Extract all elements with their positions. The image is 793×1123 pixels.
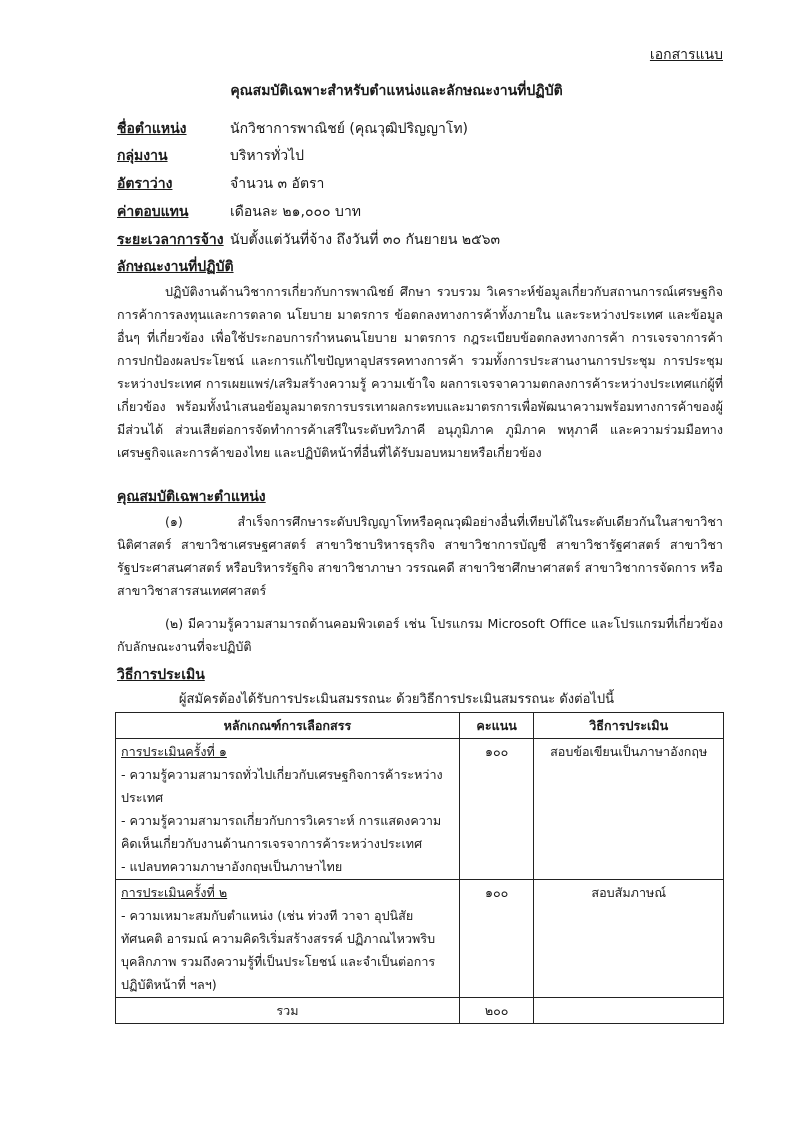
document-title: คุณสมบัติเฉพาะสำหรับตำแหน่งและลักษณะงานที่ปฏิบัติ — [230, 83, 563, 99]
field-vacancy-value: จำนวน ๓ อัตรา — [230, 176, 325, 192]
attachment-label: เอกสารแนบ — [649, 47, 723, 63]
total-score: ๒๐๐ — [459, 998, 534, 1024]
duties-heading: ลักษณะงานที่ปฏิบัติ — [117, 259, 234, 275]
table-row — [116, 880, 724, 998]
field-compensation-label: ค่าตอบแทน — [117, 204, 189, 220]
header-method: วิธีการประเมิน — [534, 713, 724, 739]
round-1-method: สอบข้อเขียนเป็นภาษาอังกฤษ — [534, 739, 724, 880]
field-vacancy-label: อัตราว่าง — [117, 176, 173, 192]
field-work-group-label: กลุ่มงาน — [117, 148, 168, 164]
round-1-score: ๑๐๐ — [459, 739, 534, 880]
round-1-line-2: - ความรู้ความสามารถเกี่ยวกับการวิเคราะห์ การแสดงความคิดเห็นเกี่ยวกับงานด้านการเจรจาการค้าระหว่างประเทศ — [121, 813, 442, 851]
evaluation-intro: ผู้สมัครต้องได้รับการประเมินสมรรถนะ ด้วยวิธีการประเมินสมรรถนะ ดังต่อไปนี้ — [178, 692, 615, 707]
round-2-score: ๑๐๐ — [459, 880, 534, 998]
field-employment-period-label: ระยะเวลาการจ้าง — [117, 232, 224, 248]
qualifications-heading: คุณสมบัติเฉพาะตำแหน่ง — [117, 489, 266, 505]
evaluation-table — [115, 712, 724, 1024]
table-header-row — [116, 713, 724, 739]
round-2-line-1: - ความเหมาะสมกับตำแหน่ง (เช่น ท่วงที วาจา อุปนิสัย ทัศนคติ อารมณ์ ความคิดริเริ่มสร้างสรรค์ ปฏิภาณไหวพริบ บุคลิกภาพ รวมถึงความรู้ที่เป็นประโยชน์ และจำเป็นต่อการปฏิบัติหน้าที่ ฯลฯ) — [121, 908, 436, 992]
qualification-item-1: (๑) สำเร็จการศึกษาระดับปริญญาโทหรือคุณวุฒิอย่างอื่นที่เทียบได้ในระดับเดียวกันในสาขาวิชานิติศาสตร์ สาขาวิชาเศรษฐศาสตร์ สาขาวิชาบริหารธุรกิจ สาขาวิชาการบัญชี สาขาวิชารัฐศาสตร์ สาขาวิชารัฐประศาสนศาสตร์ หรือบริหารรัฐกิจ สาขาวิชาภาษา วรรณคดี สาขาวิชาศึกษาศาสตร์ สาขาวิชาการจัดการ หรือสาขาวิชาสารสนเทศศาสตร์ — [117, 514, 723, 598]
round-2-title: การประเมินครั้งที่ ๒ — [121, 885, 228, 900]
qualification-item-2: (๒) มีความรู้ความสามารถด้านคอมพิวเตอร์ เช่น โปรแกรม Microsoft Office และโปรแกรมที่เกี่ยวข้องกับลักษณะงานที่จะปฏิบัติ — [117, 616, 723, 654]
duties-paragraph: ปฏิบัติงานด้านวิชาการเกี่ยวกับการพาณิชย์ ศึกษา รวบรวม วิเคราะห์ข้อมูลเกี่ยวกับสถานการณ์เศรษฐกิจ การค้าการลงทุนและการตลาด นโยบาย มาตรการ ข้อตกลงทางการค้าทั้งภายใน และระหว่างประเทศ และข้อมูลอื่นๆ ที่เกี่ยวข้อง เพื่อใช้ประกอบการกำหนดนโยบาย มาตรการ กฎระเบียบข้อตกลงทางการค้า การเจรจาการค้า การปกป้องผลประโยชน์ และการแก้ไขปัญหาอุปสรรคทางการค้า รวมทั้งการประสานงานการประชุม การประชุมระหว่างประเทศ การเผยแพร่/เสริมสร้างความรู้ ความเข้าใจ ผลการเจรจาความตกลงการค้าระหว่างประเทศแก่ผู้ที่เกี่ยวข้อง พร้อมทั้งนำเสนอข้อมูลมาตรการบรรเทาผลกระทบและมาตรการเพื่อพัฒนาความพร้อมทางการค้าของผู้มีส่วนได้ ส่วนเสียต่อการจัดทำการค้าเสรีในระดับทวิภาคี อนุภูมิภาค ภูมิภาค พหุภาคี และความร่วมมือทางเศรษฐกิจและการค้าของไทย และปฏิบัติหน้าที่อื่นที่ได้รับมอบหมายหรือเกี่ยวข้อง — [117, 284, 723, 460]
round-2-criteria — [116, 880, 460, 998]
field-work-group-value: บริหารทั่วไป — [230, 148, 305, 164]
field-position-value: นักวิชาการพาณิชย์ (คุณวุฒิปริญญาโท) — [230, 121, 469, 137]
round-1-line-1: - ความรู้ความสามารถทั่วไปเกี่ยวกับเศรษฐกิจการค้าระหว่างประเทศ — [121, 767, 443, 805]
field-position-label: ชื่อตำแหน่ง — [117, 121, 187, 137]
evaluation-heading: วิธีการประเมิน — [117, 667, 205, 683]
header-criteria: หลักเกณฑ์การเลือกสรร — [116, 713, 460, 739]
table-row — [116, 739, 724, 880]
round-1-criteria — [116, 739, 460, 880]
round-1-title: การประเมินครั้งที่ ๑ — [121, 744, 227, 759]
field-employment-period-value: นับตั้งแต่วันที่จ้าง ถึงวันที่ ๓๐ กันยายน ๒๕๖๓ — [230, 232, 501, 248]
total-label: รวม — [116, 998, 460, 1024]
header-score: คะแนน — [459, 713, 534, 739]
table-total-row — [116, 998, 724, 1024]
round-2-method: สอบสัมภาษณ์ — [534, 880, 724, 998]
field-compensation-value: เดือนละ ๒๑,๐๐๐ บาท — [230, 204, 362, 220]
total-method — [534, 998, 724, 1024]
round-1-line-3: - แปลบทความภาษาอังกฤษเป็นภาษาไทย — [121, 859, 343, 874]
